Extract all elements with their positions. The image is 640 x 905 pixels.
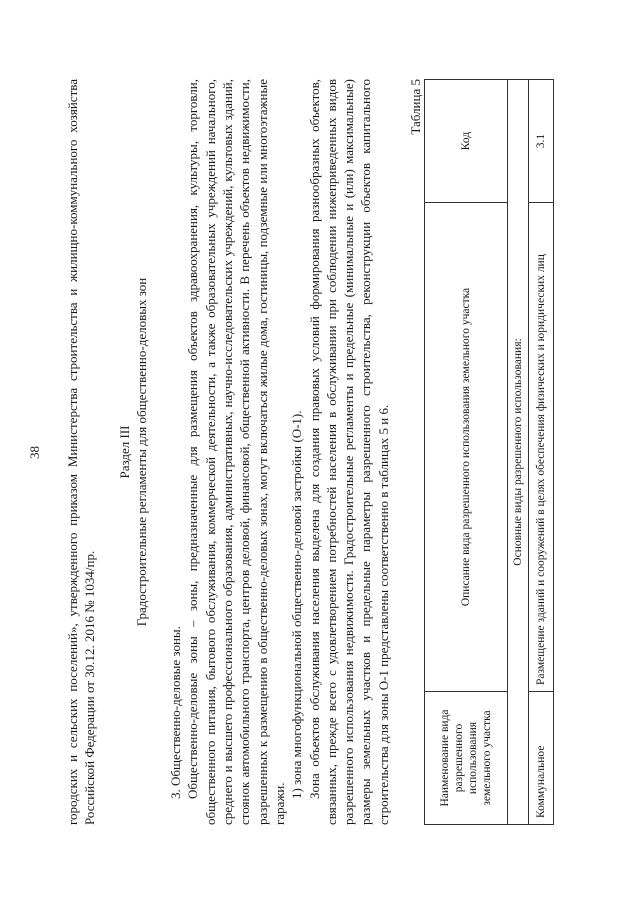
header-description: Описание вида разрешенного использования земельного участка	[425, 203, 508, 692]
subzone-paragraph: Зона объектов обслуживания населения выделена для создания правовых условий формирования разнообразных объектов, связанных, прежде всего с удовлетворением потребностей населения в обслуживании при соблюдении нижеприведенных видов разрешенного использования недвижимости. Градостроительные регламенты и предельные (минимальные и (или) максимальные) размеры земельных участков и предельные параметры разрешенного строительства, реконструкции объектов капитального строительства для зоны О-1 представлены соответственно в таблицах 5 и 6.	[306, 79, 391, 825]
table-subheader: Основные виды разрешенного использования:	[508, 80, 529, 825]
section-heading: Раздел III	[116, 425, 132, 479]
subzone-heading: 1) зона многофункциональной общественно-деловой застройки (О-1).	[289, 410, 305, 799]
row-code: 3.1	[529, 80, 554, 203]
row-description: Размещение зданий и сооружений в целях обеспечения физических и юридических лиц	[529, 203, 554, 692]
zone-heading: 3. Общественно-деловые зоны.	[168, 626, 184, 799]
body-text	[64, 79, 392, 825]
zone-paragraph: Общественно-деловые зоны – зоны, предназначенные для размещения объектов здравоохранения, культуры, торговли, общественного питания, бытового обслуживания, коммерческой деятельности, а также образовательных учреждений начального, среднего и высшего профессионального образования, административных, научно-исследовательских учреждений, культовых зданий, стоянок автомобильного транспорта, центров деловой, финансовой, общественной активности. В перечень объектов недвижимости, разрешенных к размещению в общественно-деловых зонах, могут включаться жилые дома, гостиницы, подземные или многоэтажные гаражи.	[185, 79, 287, 825]
intro-paragraph: городских и сельских поселений», утвержденного приказом Министерства строительства и жилищно-коммунального хозяйства Российской Федерации от 30.12. 2016 № 1034/пр.	[65, 79, 98, 825]
table-header-row	[425, 80, 508, 825]
header-name: Наименование вида разрешенного использования земельного участка	[425, 692, 508, 825]
row-name: Коммунальное	[529, 692, 554, 825]
section-subheading: Градостроительные регламенты для общественно-деловых зон	[133, 277, 149, 627]
table-subheader-row	[508, 80, 529, 825]
land-use-table	[424, 79, 554, 825]
table-caption: Таблица 5	[408, 79, 423, 135]
page-number: 38	[27, 446, 42, 459]
table-row	[529, 80, 554, 825]
header-code: Код	[425, 80, 508, 203]
